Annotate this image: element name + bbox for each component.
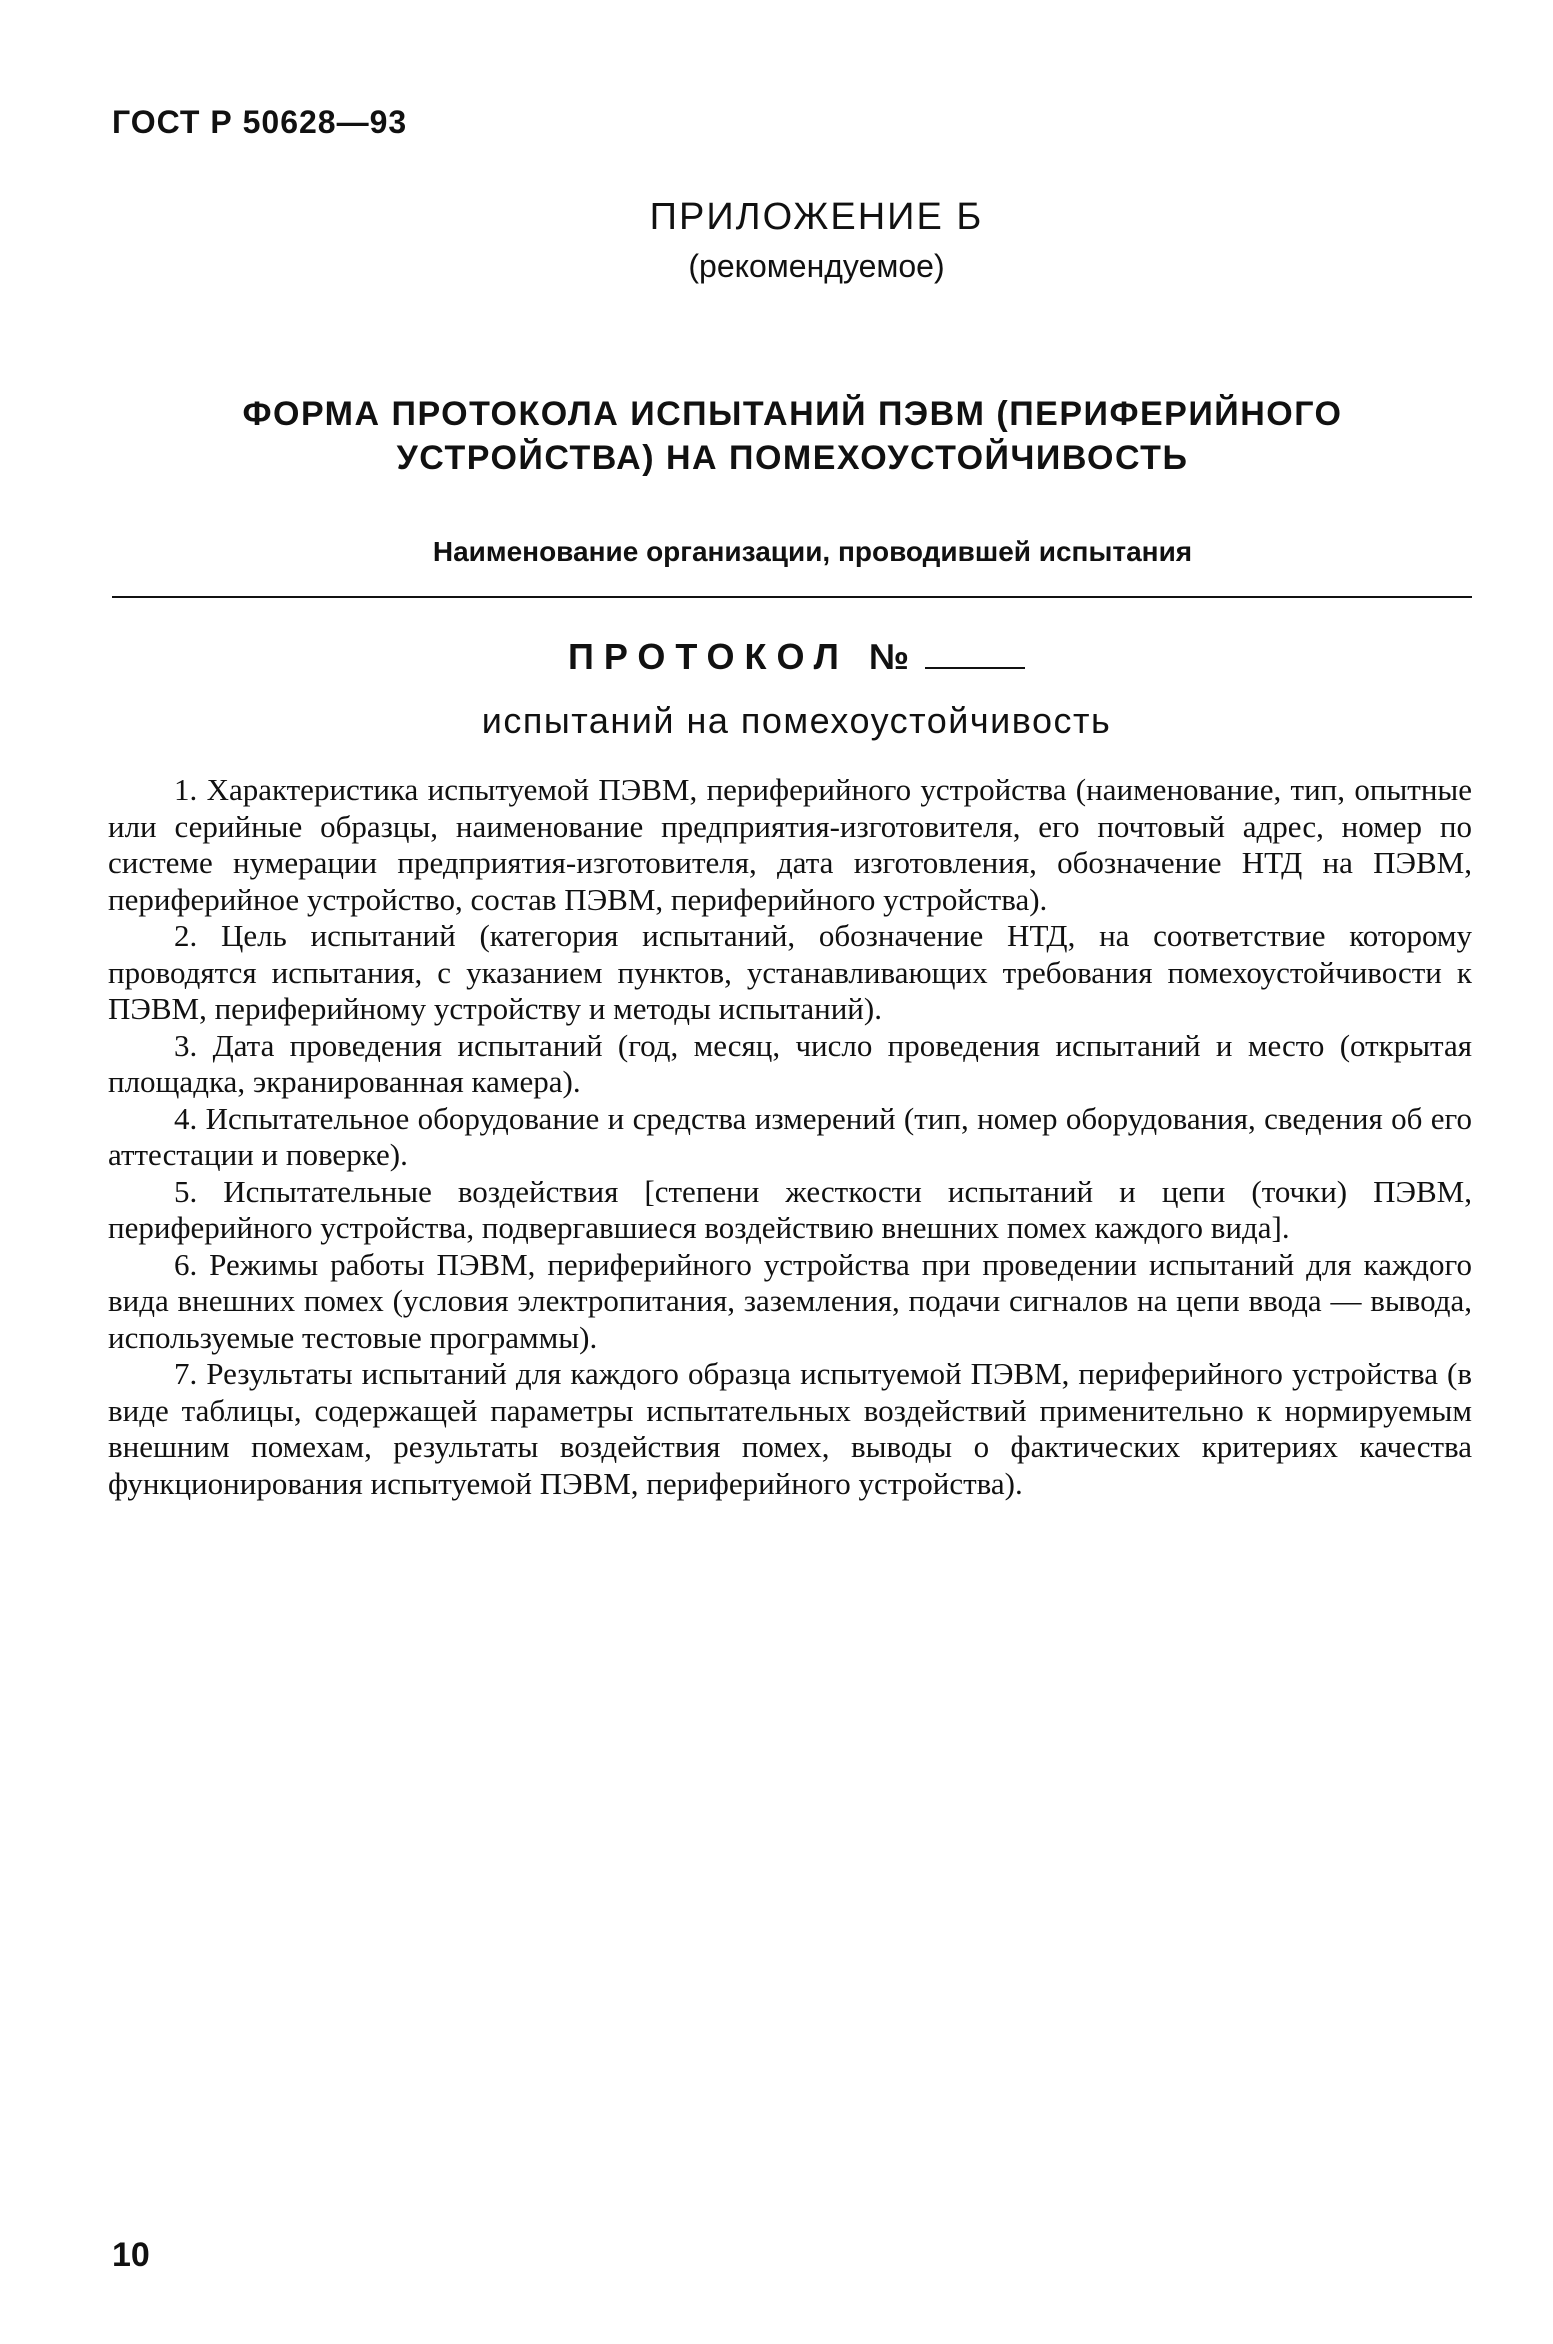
protocol-item-5: 5. Испытательные воздействия [степени жесткости испытаний и цепи (точки) ПЭВМ, периферийного устройства, подвергавшиеся воздействию внешних помех каждого вида]. bbox=[108, 1173, 1472, 1245]
form-title bbox=[112, 392, 1473, 480]
organization-label: Наименование организации, проводившей испытания bbox=[432, 536, 1193, 567]
protocol-item-2: 2. Цель испытаний (категория испытаний, обозначение НТД, на соответствие которому проводятся испытания, с указанием пунктов, устанавливающих требования помехоустойчивости к ПЭВМ, периферийному устройству и методы испытаний). bbox=[108, 918, 1472, 1026]
appendix-title: ПРИЛОЖЕНИЕ Б bbox=[649, 196, 984, 238]
protocol-item-1: 1. Характеристика испытуемой ПЭВМ, периферийного устройства (наименование, тип, опытные или серийные образцы, наименование предприятия-изготовителя, его почтовый адрес, номер по системе нумерации предприятия-изготовителя, дата изготовления, обозначение НТД на ПЭВМ, периферийное устройство, состав ПЭВМ, периферийного устройства). bbox=[108, 772, 1472, 917]
protocol-heading bbox=[0, 636, 1553, 678]
protocol-item-3: 3. Дата проведения испытаний (год, месяц, число проведения испытаний и место (открытая площадка, экранированная камера). bbox=[108, 1027, 1472, 1099]
appendix-subtitle: (рекомендуемое) bbox=[688, 248, 945, 284]
form-title-line-1: ФОРМА ПРОТОКОЛА ИСПЫТАНИЙ ПЭВМ (ПЕРИФЕРИЙНОГО bbox=[242, 395, 1343, 433]
protocol-item-4: 4. Испытательное оборудование и средства измерений (тип, номер оборудования, сведения об его аттестации и поверке). bbox=[108, 1100, 1472, 1172]
protocol-heading-text: ПРОТОКОЛ № bbox=[568, 636, 919, 677]
page-number: 10 bbox=[112, 2236, 150, 2274]
protocol-subtitle: испытаний на помехоустойчивость bbox=[481, 700, 1112, 741]
protocol-number-blank bbox=[925, 637, 1025, 669]
protocol-item-7: 7. Результаты испытаний для каждого образца испытуемой ПЭВМ, периферийного устройства (в виде таблицы, содержащей параметры испытательных воздействий применительно к нормируемым внешним помехам, результаты воздействия помех, выводы о фактических критериях качества функционирования испытуемой ПЭВМ, периферийного устройства). bbox=[108, 1356, 1472, 1501]
protocol-items-list bbox=[108, 772, 1472, 1502]
standard-code: ГОСТ Р 50628—93 bbox=[112, 104, 408, 140]
organization-fill-line bbox=[112, 596, 1472, 598]
protocol-item-6: 6. Режимы работы ПЭВМ, периферийного устройства при проведении испытаний для каждого вида внешних помех (условия электропитания, заземления, подачи сигналов на цепи ввода — вывода, используемые тестовые программы). bbox=[108, 1246, 1472, 1355]
form-title-line-2: УСТРОЙСТВА) НА ПОМЕХОУСТОЙЧИВОСТЬ bbox=[396, 439, 1189, 477]
